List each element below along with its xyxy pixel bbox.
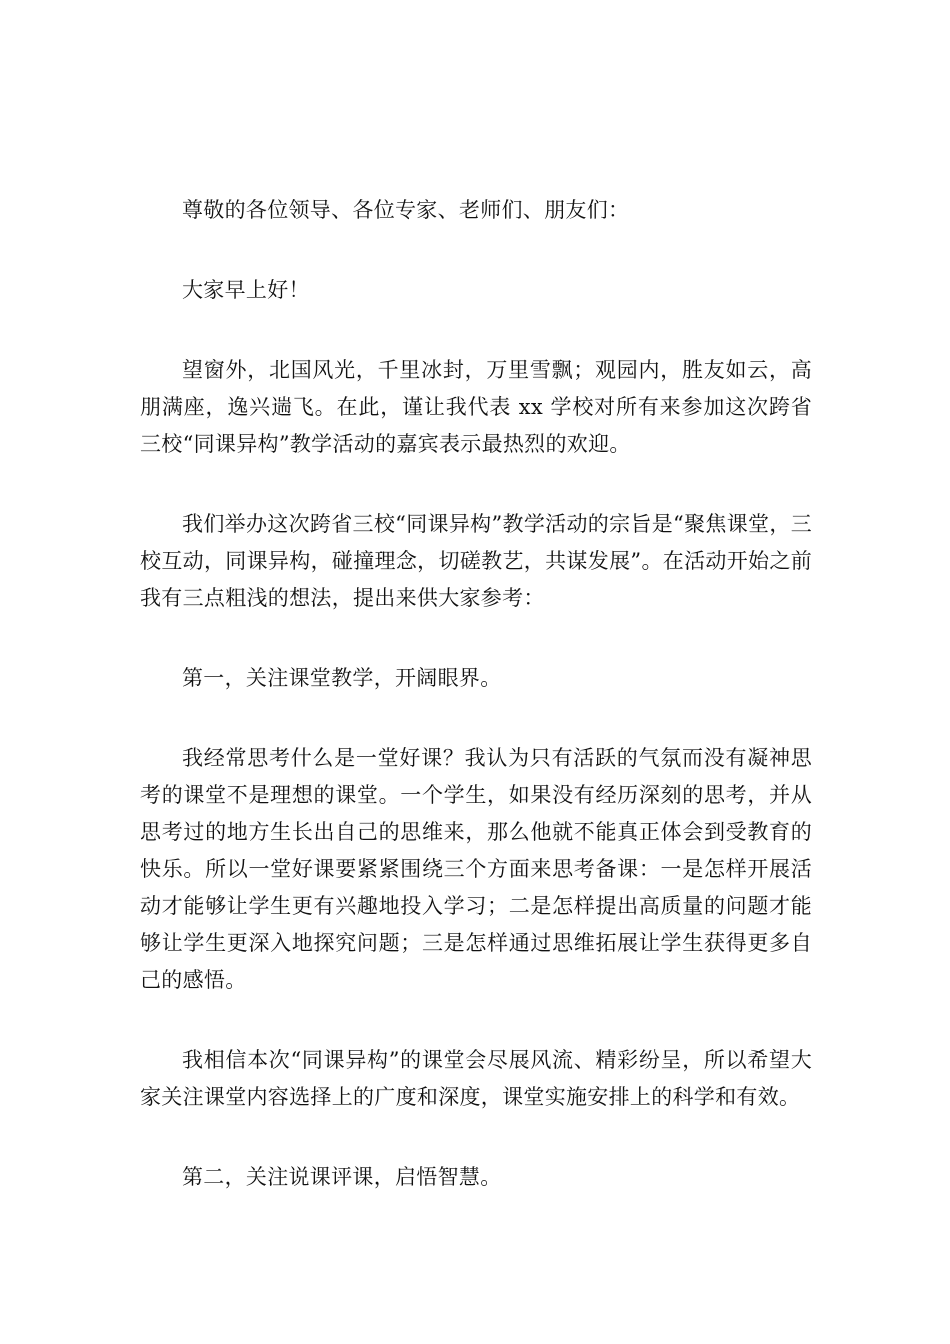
paragraph-expectation: 我相信本次“同课异构”的课堂会尽展风流、精彩纷呈，所以希望大家关注课堂内容选择上的广度和深度，课堂实施安排上的科学和有效。 bbox=[140, 1048, 812, 1109]
paragraph-purpose: 我们举办这次跨省三校“同课异构”教学活动的宗旨是“聚焦课堂，三校互动，同课异构，碰撞理念，切磋教艺，共谋发展”。在活动开始之前我有三点粗浅的想法，提出来供大家参考： bbox=[140, 512, 812, 610]
paragraph-good-lesson: 我经常思考什么是一堂好课？我认为只有活跃的气氛而没有凝神思考的课堂不是理想的课堂。一个学生，如果没有经历深刻的思考，并从思考过的地方生长出自己的思维来，那么他就不能真正体会到受教育的快乐。所以一堂好课要紧紧围绕三个方面来思考备课：一是怎样开展活动才能够让学生更有兴趣地投入学习；二是怎样提出高质量的问题才能够让学生更深入地探究问题；三是怎样通过思维拓展让学生获得更多自己的感悟。 bbox=[140, 746, 812, 992]
greeting: 大家早上好！ bbox=[182, 278, 310, 302]
section-heading-first: 第一，关注课堂教学，开阔眼界。 bbox=[182, 666, 502, 690]
section-heading-second: 第二，关注说课评课，启悟智慧。 bbox=[182, 1165, 502, 1189]
salutation: 尊敬的各位领导、各位专家、老师们、朋友们： bbox=[182, 198, 630, 222]
document-page bbox=[140, 192, 812, 1239]
paragraph-welcome: 望窗外，北国风光，千里冰封，万里雪飘；观园内，胜友如云，高朋满座，逸兴遄飞。在此，谨让我代表 xx 学校对所有来参加这次跨省三校“同课异构”教学活动的嘉宾表示最热烈的欢迎。 bbox=[140, 358, 812, 456]
